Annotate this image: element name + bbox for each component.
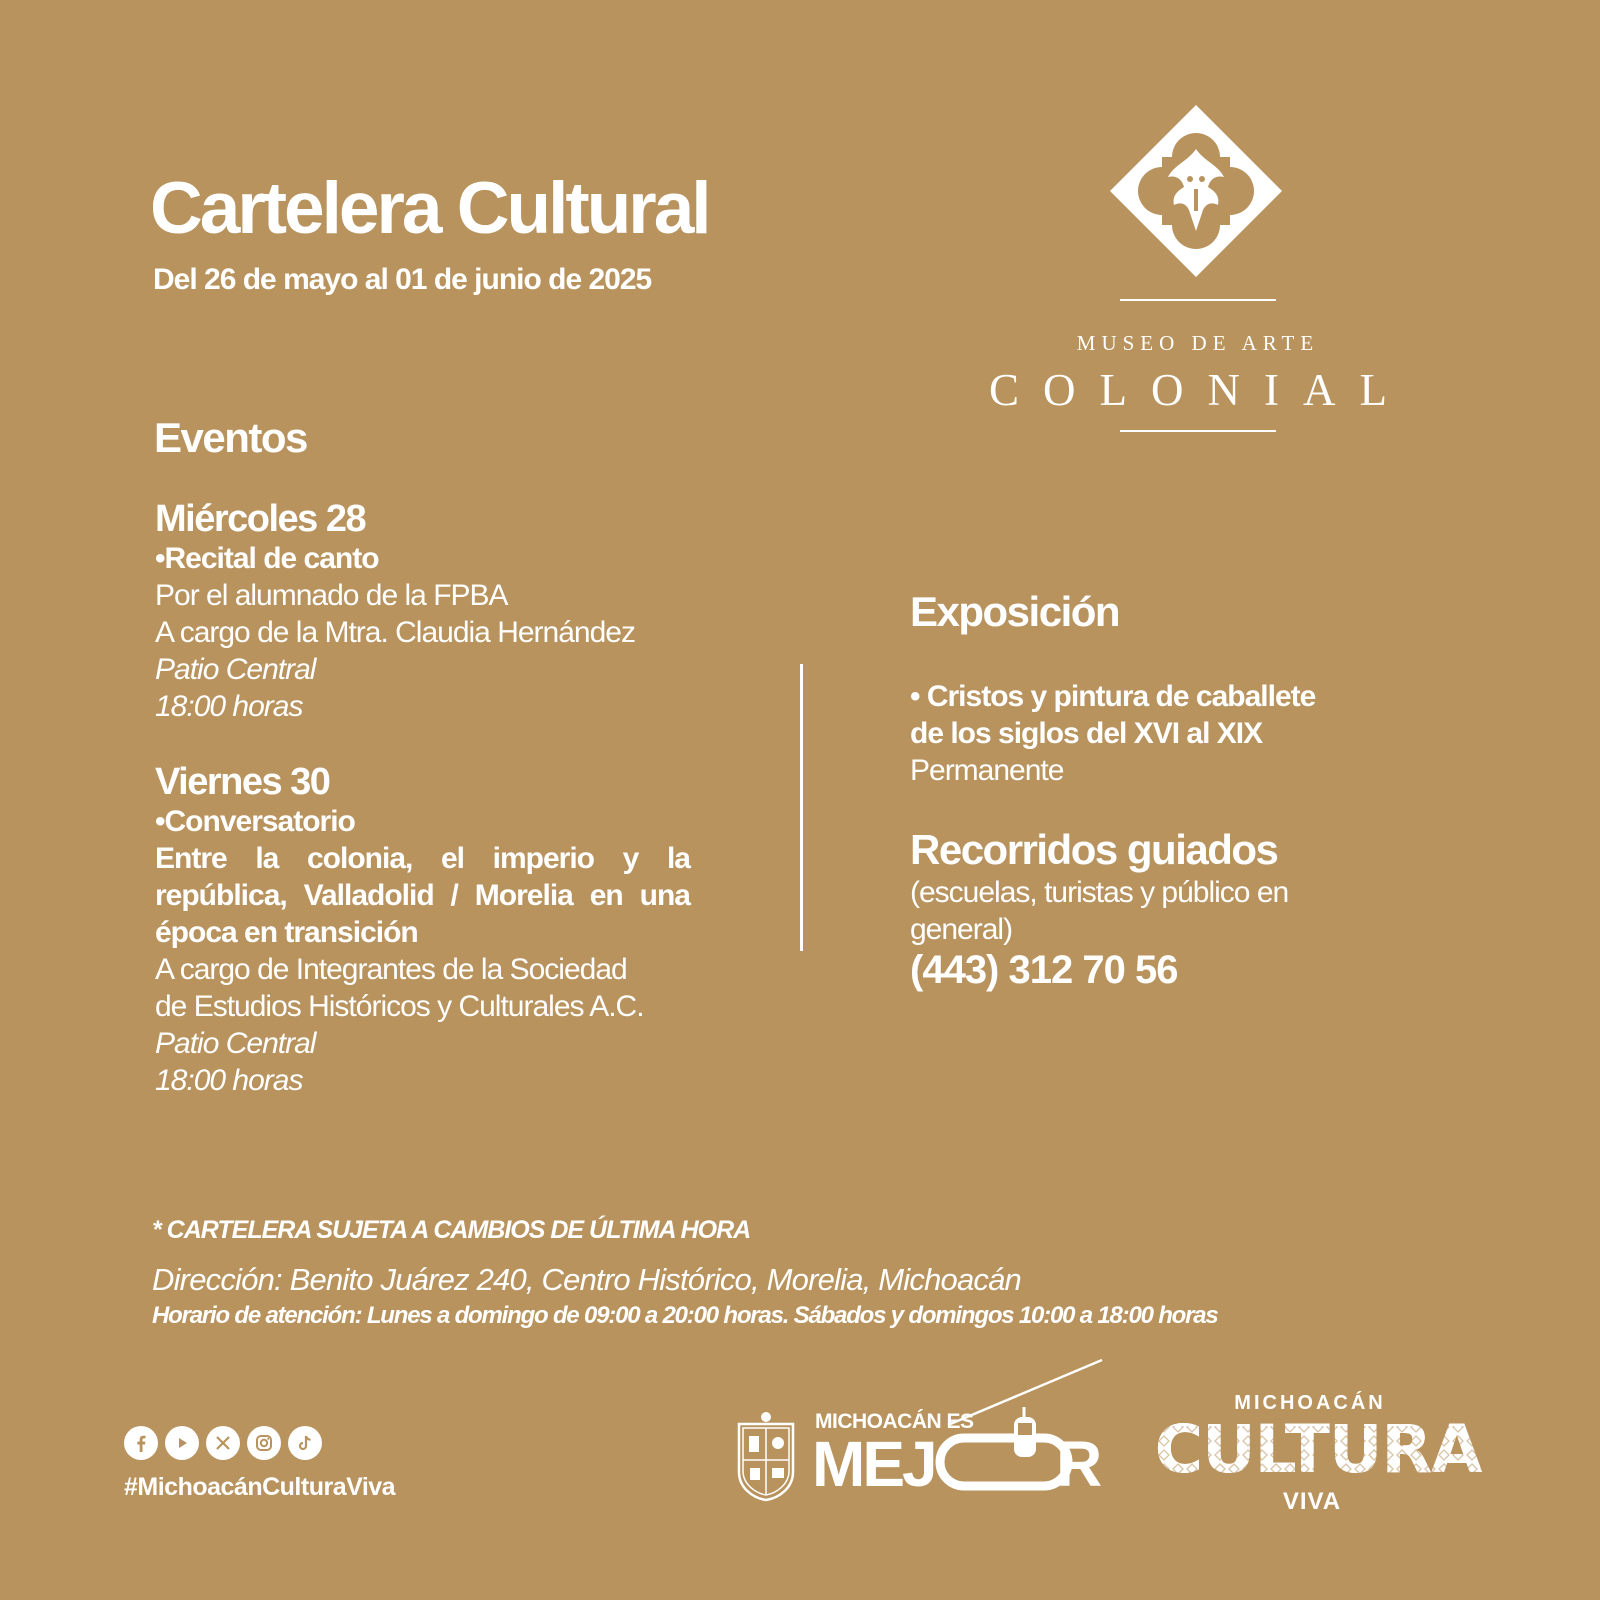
- event-place: Patio Central: [155, 652, 316, 686]
- facebook-icon[interactable]: [124, 1426, 158, 1460]
- museum-rule-bottom: [1120, 430, 1276, 432]
- tiktok-icon[interactable]: [288, 1426, 322, 1460]
- gov-slogan-end: R: [1056, 1428, 1100, 1500]
- column-divider: [800, 664, 803, 951]
- disclaimer-note: * CARTELERA SUJETA A CAMBIOS DE ÚLTIMA HORA: [152, 1216, 751, 1244]
- tours-phone[interactable]: (443) 312 70 56: [910, 948, 1178, 992]
- hashtag: #MichoacánCulturaViva: [124, 1473, 396, 1501]
- exhibition-title-cont: de los siglos del XVI al XIX: [910, 717, 1263, 750]
- exhibition-status: Permanente: [910, 754, 1064, 787]
- event-wednesday: [155, 500, 715, 725]
- state-coat-of-arms-icon: [735, 1410, 797, 1502]
- tours-desc: (escuelas, turistas y público en: [910, 876, 1289, 909]
- event-type: •Recital de canto: [155, 541, 379, 575]
- museum-crest-icon: [1110, 105, 1282, 277]
- event-line: Por el alumnado de la FPBA: [155, 578, 508, 612]
- event-line: A cargo de la Mtra. Claudia Hernández: [155, 615, 635, 649]
- event-topic: Entre la colonia, el imperio y la república, Valladolid / Morelia en una época en transición: [155, 841, 690, 949]
- event-time: 18:00 horas: [155, 689, 303, 723]
- event-time: 18:00 horas: [155, 1063, 303, 1097]
- museum-name: COLONIAL: [989, 365, 1411, 415]
- culture-pattern-overlay: [1143, 1420, 1493, 1484]
- exhibition-block: [910, 678, 1430, 789]
- page-title: Cartelera Cultural: [150, 168, 709, 249]
- exhibition-heading: Exposición: [910, 588, 1120, 635]
- instagram-icon[interactable]: [247, 1426, 281, 1460]
- youtube-icon[interactable]: [165, 1426, 199, 1460]
- tours-desc-cont: general): [910, 913, 1013, 946]
- event-place: Patio Central: [155, 1026, 316, 1060]
- tours-heading: Recorridos guiados: [910, 826, 1278, 873]
- gov-slogan-top: MICHOACÁN ES: [815, 1410, 974, 1433]
- opening-hours: Horario de atención: Lunes a domingo de 09:00 a 20:00 horas. Sábados y domingos 10:00 a 18:00 horas: [152, 1302, 1218, 1329]
- event-day: Miércoles 28: [155, 498, 366, 540]
- social-links: [124, 1426, 322, 1460]
- event-type: •Conversatorio: [155, 804, 355, 838]
- culture-brand-bottom: VIVA: [1282, 1488, 1342, 1515]
- exhibition-title: • Cristos y pintura de caballete: [910, 680, 1316, 713]
- museum-rule-top: [1120, 299, 1276, 301]
- event-line: de Estudios Históricos y Culturales A.C.: [155, 989, 644, 1023]
- x-icon[interactable]: [206, 1426, 240, 1460]
- event-day: Viernes 30: [155, 761, 330, 803]
- date-range: Del 26 de mayo al 01 de junio de 2025: [153, 263, 652, 296]
- events-heading: Eventos: [154, 414, 307, 461]
- culture-brand-top: MICHOACÁN: [1234, 1392, 1386, 1414]
- event-line: A cargo de Integrantes de la Sociedad: [155, 952, 627, 986]
- tours-block: [910, 826, 1430, 993]
- museum-subtitle: MUSEO DE ARTE: [1076, 331, 1320, 355]
- event-friday: [155, 763, 715, 1099]
- address: Dirección: Benito Juárez 240, Centro Histórico, Morelia, Michoacán: [152, 1262, 1021, 1297]
- gov-slogan-main: MEJ: [812, 1428, 935, 1500]
